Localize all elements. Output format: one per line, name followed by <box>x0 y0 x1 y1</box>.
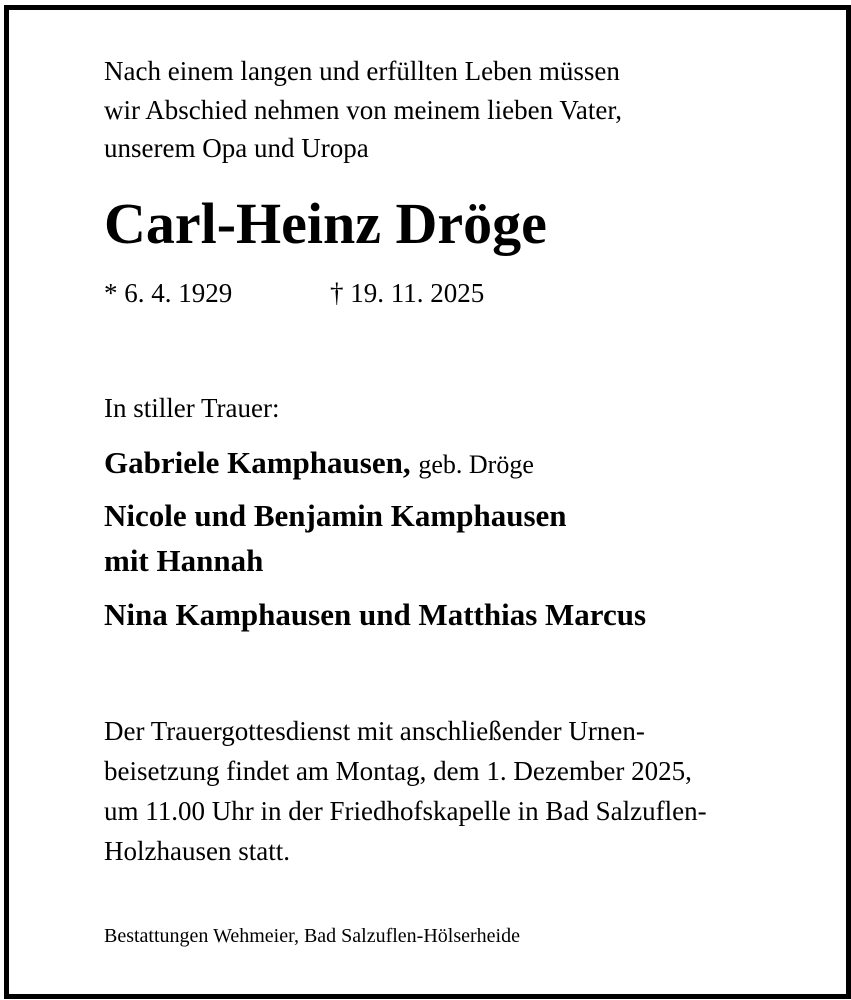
intro-text <box>104 52 622 168</box>
mourning-heading: In stiller Trauer: <box>104 393 280 423</box>
mourner-nina-matthias: Nina Kamphausen und Matthias Marcus <box>104 597 647 632</box>
intro-line: unserem Opa und Uropa <box>104 133 369 163</box>
mourner-name: Gabriele Kamphausen, <box>104 445 411 480</box>
mourner-nicole-benjamin <box>104 493 567 583</box>
mourner-line: mit Hannah <box>104 543 264 578</box>
deceased-name: Carl-Heinz Dröge <box>104 191 547 256</box>
birth-date: * 6. 4. 1929 <box>104 278 233 308</box>
death-date: † 19. 11. 2025 <box>330 278 485 308</box>
funeral-home-credit: Bestattungen Wehmeier, Bad Salzuflen-Hölserheide <box>104 925 520 947</box>
service-line: beisetzung findet am Montag, dem 1. Dezember 2025, <box>104 756 692 786</box>
service-line: um 11.00 Uhr in der Friedhofskapelle in Bad Salzuflen- <box>104 796 707 826</box>
intro-line: Nach einem langen und erfüllten Leben müssen <box>104 56 620 86</box>
mourner-line: Nicole und Benjamin Kamphausen <box>104 498 567 533</box>
mourner-maiden-name: geb. Dröge <box>418 450 534 479</box>
service-line: Der Trauergottesdienst mit anschließender Urnen- <box>104 716 645 746</box>
intro-line: wir Abschied nehmen von meinem lieben Vater, <box>104 94 623 125</box>
service-announcement <box>104 711 707 871</box>
service-line: Holzhausen statt. <box>104 836 290 866</box>
mourner-gabriele <box>104 440 534 487</box>
